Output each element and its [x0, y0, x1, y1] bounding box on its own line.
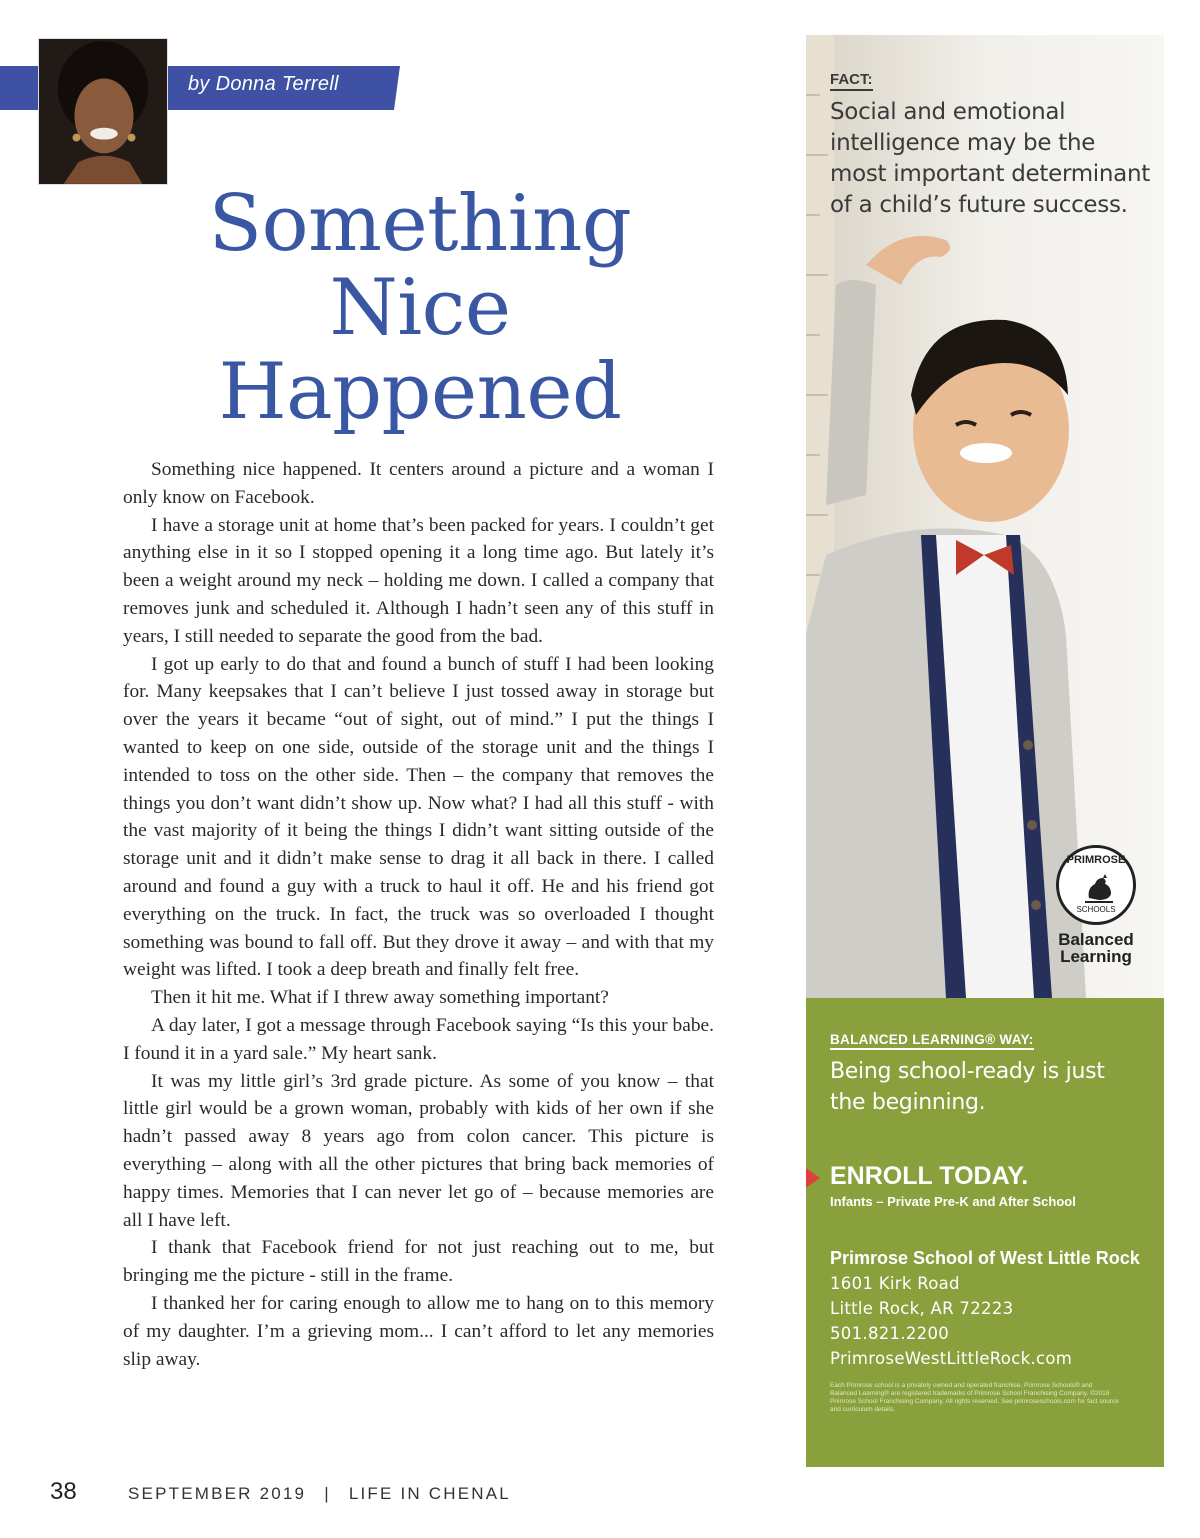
- title-line: Something: [208, 179, 632, 269]
- ad-enroll-title: ENROLL TODAY.: [830, 1162, 1029, 1190]
- enroll-arrow-icon: [806, 1168, 820, 1188]
- footer-publication: LIFE IN CHENAL: [348, 1484, 511, 1503]
- ad-way-label: BALANCED LEARNING® WAY:: [830, 1032, 1034, 1050]
- byline: by Donna Terrell: [188, 73, 339, 95]
- footer-issue: SEPTEMBER 2019: [128, 1484, 307, 1503]
- advertisement: [806, 35, 1164, 1467]
- logo-caption-line: Learning: [1060, 947, 1132, 966]
- ad-fine-print: Each Primrose school is a privately owned and operated franchise. Primrose Schools® and Balanced Learning® are registered trademarks of Primrose School Franchising Company. ©2018 Primrose School Franchising Company. All rights reserved. See primroseschools.com for fact source and curriculum details.: [830, 1382, 1119, 1413]
- article-paragraph: I thanked her for caring enough to allow me to hang on to this memory of my daughter. I’m a grieving mom... I can’t afford to let any memories slip away.: [123, 1292, 714, 1370]
- rooster-icon: [1081, 870, 1117, 906]
- ad-fact-text: Social and emotional intelligence may be the most important determinant of a child’s future success.: [830, 99, 1150, 218]
- ad-school-name: Primrose School of West Little Rock: [830, 1248, 1140, 1268]
- article-paragraph: I got up early to do that and found a bunch of stuff I had been looking for. Many keepsakes that I can’t believe I just tossed away in storage but over the years it became “out of sight, out of mind.” I put the things I wanted to keep on one side, outside of the storage unit and the things I intended to toss on the other side. Then – the company that removes the things you don’t want didn’t show up. Now what? I had all this stuff - with the vast majority of it being the things I didn’t want sitting outside of the storage unit and it didn’t make sense to drag it all back in there. I called around and found a guy with a truck to haul it off. He and his friend got everything on the truck. In fact, the truck was so overloaded I thought something was bound to fall off. But they drove it away – and with that my weight was lifted. I took a deep breath and finally felt free.: [123, 653, 714, 981]
- title-line: Nice: [329, 263, 511, 353]
- ad-fact-label: FACT:: [830, 71, 873, 91]
- article-paragraph: It was my little girl’s 3rd grade picture. As some of you know – that little girl would be a grown woman, probably with kids of her own if she hadn’t passed away 8 years ago from colon cancer. This picture is everything – along with all the other pictures that bring back memories of happy times. Memories that I can never let go of – because memories are all I have left.: [123, 1070, 714, 1231]
- title-line: Happened: [218, 347, 622, 437]
- ad-way-text: Being school-ready is just the beginning.: [830, 1059, 1105, 1115]
- page-number: 38: [50, 1478, 77, 1505]
- primrose-logo: [1046, 845, 1146, 995]
- author-portrait-image: [39, 39, 167, 184]
- ad-address-line1: 1601 Kirk Road: [830, 1274, 960, 1293]
- logo-caption-line: Balanced: [1058, 930, 1134, 949]
- primrose-badge: [1056, 845, 1136, 925]
- article-paragraph: I thank that Facebook friend for not just reaching out to me, but bringing me the picture - still in the frame.: [123, 1237, 714, 1287]
- ad-website-link[interactable]: PrimroseWestLittleRock.com: [830, 1349, 1073, 1368]
- ad-info-panel: [806, 998, 1164, 1467]
- ad-address-line2: Little Rock, AR 72223: [830, 1299, 1014, 1318]
- badge-text-bottom: SCHOOLS: [1076, 905, 1116, 914]
- article-paragraph: Then it hit me. What if I threw away something important?: [151, 987, 609, 1009]
- article-paragraph: A day later, I got a message through Facebook saying “Is this your babe. I found it in a yard sale.” My heart sank.: [123, 1014, 714, 1064]
- article-paragraph: I have a storage unit at home that’s been packed for years. I couldn’t get anything else in it so I stopped opening it a long time ago. But lately it’s been a weight around my neck – holding me down. I called a company that removes junk and scheduled it. Although I hadn’t seen any of this stuff in years, I still needed to separate the good from the bad.: [123, 514, 714, 647]
- article-title: [120, 179, 720, 437]
- ad-enroll-subtitle: Infants – Private Pre-K and After School: [830, 1194, 1076, 1209]
- badge-text-top: PRIMROSE: [1066, 854, 1126, 866]
- article-body: [123, 456, 714, 1373]
- logo-caption: [1046, 931, 1146, 965]
- footer: [128, 1484, 511, 1504]
- ad-phone: 501.821.2200: [830, 1324, 950, 1343]
- footer-separator: |: [324, 1484, 331, 1503]
- author-photo: [38, 38, 168, 185]
- article-paragraph: Something nice happened. It centers around a picture and a woman I only know on Facebook.: [123, 459, 714, 508]
